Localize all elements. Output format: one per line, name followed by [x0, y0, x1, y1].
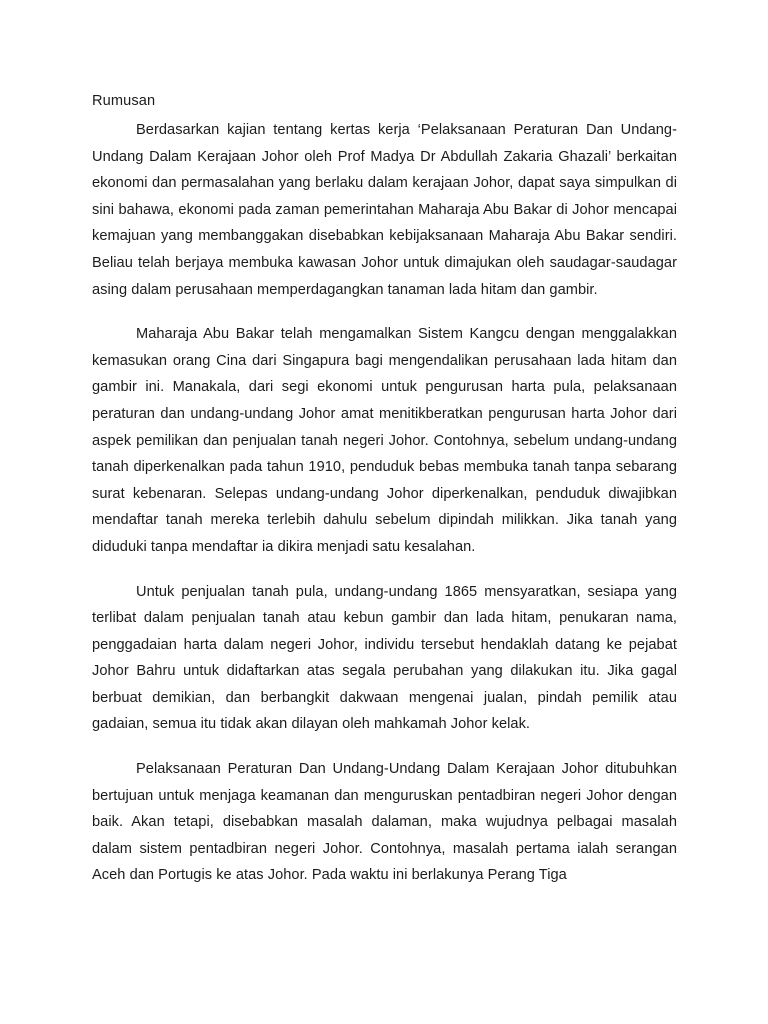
paragraph-3: Untuk penjualan tanah pula, undang-undang 1865 mensyaratkan, sesiapa yang terlibat dalam penjualan tanah atau kebun gambir dan lada hitam, penukaran nama, penggadaian harta dalam negeri Johor, individu tersebut hendaklah datang ke pejabat Johor Bahru untuk didaftarkan atas segala perubahan yang dilakukan itu. Jika gagal berbuat demikian, dan berbangkit dakwaan mengenai jualan, pindah pemilik atau gadaian, semua itu tidak akan dilayan oleh mahkamah Johor kelak.	[92, 583, 677, 733]
paragraph-2: Maharaja Abu Bakar telah mengamalkan Sistem Kangcu dengan menggalakkan kemasukan orang Cina dari Singapura bagi mengendalikan perusahaan lada hitam dan gambir ini. Manakala, dari segi ekonomi untuk pengurusan harta pula, pelaksanaan peraturan dan undang-undang Johor amat menitikberatkan pengurusan harta Johor dari aspek pemilikan dan penjualan tanah negeri Johor. Contohnya, sebelum undang-undang tanah diperkenalkan pada tahun 1910, penduduk bebas membuka tanah tanpa sebarang surat kebenaran. Selepas undang-undang Johor diperkenalkan, penduduk diwajibkan mendaftar tanah mereka terlebih dahulu sebelum dipindah milikkan. Jika tanah yang diduduki tanpa mendaftar ia dikira menjadi satu kesalahan.	[92, 326, 677, 555]
document-heading: Rumusan	[92, 93, 156, 109]
paragraph-4: Pelaksanaan Peraturan Dan Undang-Undang Dalam Kerajaan Johor ditubuhkan bertujuan untuk menjaga keamanan dan menguruskan pentadbiran negeri Johor dengan baik. Akan tetapi, disebabkan masalah dalaman, maka wujudnya pelbagai masalah dalam sistem pentadbiran negeri Johor. Contohnya, masalah pertama ialah serangan Aceh dan Portugis ke atas Johor. Pada waktu ini berlakunya Perang Tiga	[92, 761, 677, 884]
document-page	[92, 88, 677, 907]
paragraph-1: Berdasarkan kajian tentang kertas kerja ‘Pelaksanaan Peraturan Dan Undang-Undang Dalam Kerajaan Johor oleh Prof Madya Dr Abdullah Zakaria Ghazali’ berkaitan ekonomi dan permasalahan yang berlaku dalam kerajaan Johor, dapat saya simpulkan di sini bahawa, ekonomi pada zaman pemerintahan Maharaja Abu Bakar di Johor mencapai kemajuan yang membanggakan disebabkan kebijaksanaan Maharaja Abu Bakar sendiri. Beliau telah berjaya membuka kawasan Johor untuk dimajukan oleh saudagar-saudagar asing dalam perusahaan memperdagangkan tanaman lada hitam dan gambir.	[92, 122, 677, 298]
